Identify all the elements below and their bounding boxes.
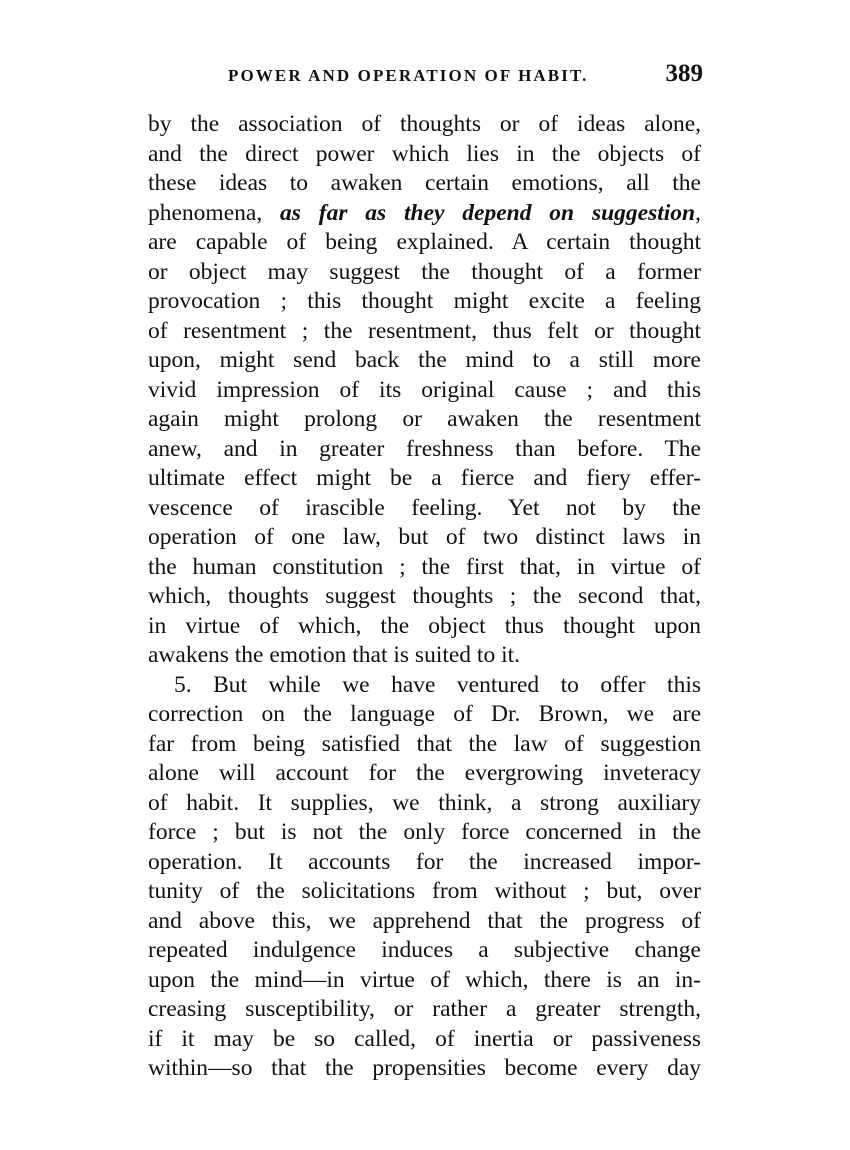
text-line: are capable of being explained. A certain thought [148, 229, 701, 255]
text-line: force ; but is not the only force concerned in the [148, 819, 701, 845]
text-line: far from being satisfied that the law of suggestion [148, 730, 701, 757]
page-number: 389 [665, 60, 703, 87]
running-title: POWER AND OPERATION OF HABIT. [228, 66, 589, 85]
text-line: these ideas to awaken certain emotions, all the [148, 170, 701, 196]
text-segment: phenomena, [148, 199, 281, 226]
text-line: anew, and in greater freshness than before. The [148, 435, 701, 462]
text-line: within—so that the propensities become every day [148, 1055, 701, 1081]
text-line: of resentment ; the resentment, thus felt or thought [148, 317, 701, 344]
text-line: operation of one law, but of two distinct laws in [148, 524, 701, 550]
text-line: upon the mind—in virtue of which, there is an in- [148, 966, 701, 993]
text-line: again might prolong or awaken the resentment [148, 406, 701, 432]
text-line: correction on the language of Dr. Brown, we are [148, 701, 701, 727]
text-line: upon, might send back the mind to a still more [148, 347, 701, 373]
text-line: vivid impression of its original cause ; and this [148, 376, 701, 403]
paragraph-start-line: 5. But while we have ventured to offer this [174, 671, 701, 698]
italic-phrase: as far as they depend on suggestion [280, 199, 696, 226]
text-line: which, thoughts suggest thoughts ; the second that, [148, 583, 701, 609]
text-line: if it may be so called, of inertia or passiveness [148, 1025, 701, 1052]
text-line: or object may suggest the thought of a former [148, 258, 701, 285]
text-line: ultimate effect might be a fierce and fiery effer- [148, 465, 701, 491]
text-line: vescence of irascible feeling. Yet not by the [148, 494, 701, 521]
text-line: awakens the emotion that is suited to it. [148, 642, 521, 668]
text-line [148, 199, 701, 229]
page-header [228, 60, 703, 94]
text-line: operation. It accounts for the increased impor- [148, 848, 701, 875]
text-line: the human constitution ; the first that, in virtue of [148, 553, 701, 580]
text-line: provocation ; this thought might excite a feeling [148, 288, 701, 314]
text-segment: , [695, 199, 702, 226]
text-line: and above this, we apprehend that the progress of [148, 907, 701, 934]
body-text [148, 110, 701, 1084]
text-line: of habit. It supplies, we think, a strong auxiliary [148, 789, 701, 816]
text-line: tunity of the solicitations from without ; but, over [148, 878, 701, 904]
text-line: alone will account for the evergrowing inveteracy [148, 760, 701, 786]
text-line: by the association of thoughts or of ideas alone, [148, 111, 701, 137]
text-line: and the direct power which lies in the objects of [148, 140, 701, 167]
text-line: in virtue of which, the object thus thought upon [148, 612, 701, 639]
text-line: creasing susceptibility, or rather a greater strength, [148, 996, 701, 1022]
text-line: repeated indulgence induces a subjective change [148, 937, 701, 963]
